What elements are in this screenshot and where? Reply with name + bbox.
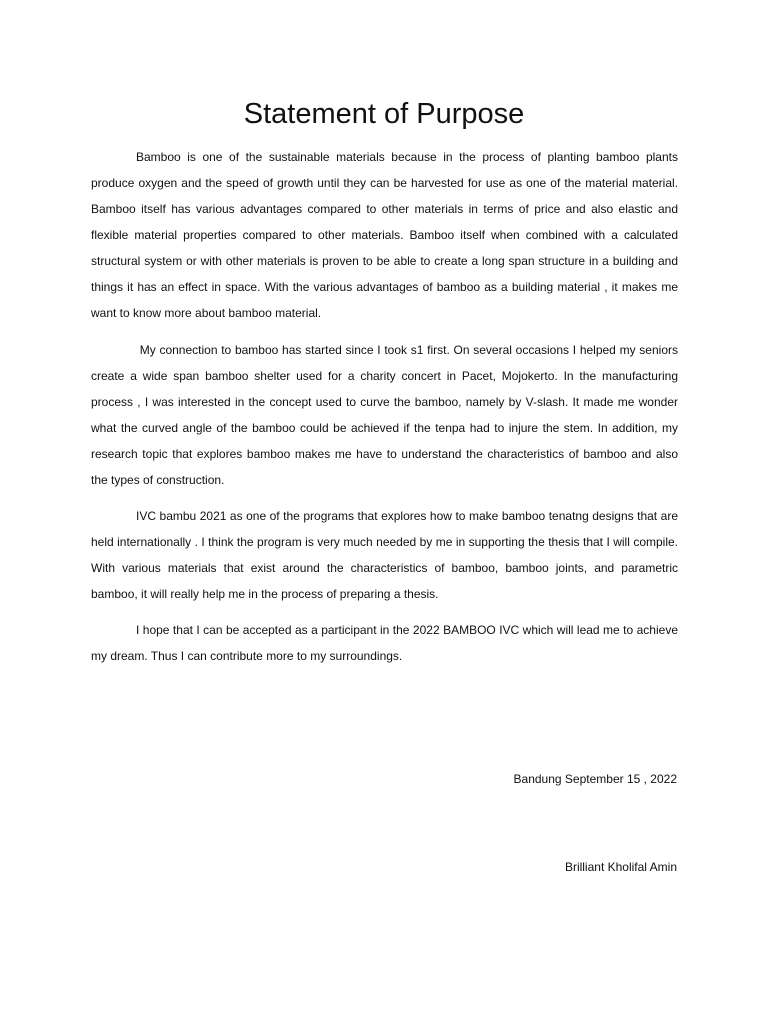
paragraph-1-text: Bamboo is one of the sustainable materials because in the process of planting bamboo plants produce oxygen and the speed of growth until they can be harvested for use as one of the material material. Bamboo itself has various advantages compared to other materials in terms of price and also elastic and flexible material properties compared to other materials. Bamboo itself when combined with a calculated structural system or with other materials is proven to be able to create a long span structure in a building and things it has an effect in space. With the various advantages of bamboo as a building material , it makes me want to know more about bamboo material.	[91, 150, 678, 320]
paragraph-1	[91, 144, 678, 326]
paragraph-2-text: My connection to bamboo has started since I took s1 first. On several occasions I helped my seniors create a wide span bamboo shelter used for a charity concert in Pacet, Mojokerto. In the manufacturing process , I was interested in the concept used to curve the bamboo, namely by V-slash. It made me wonder what the curved angle of the bamboo could be achieved if the tenpa had to injure the stem. In addition, my research topic that explores bamboo makes me have to understand the characteristics of bamboo and also the types of construction.	[91, 343, 678, 487]
date-line: Bandung September 15 , 2022	[513, 772, 677, 786]
document-title: Statement of Purpose	[243, 98, 525, 130]
paragraph-3	[91, 503, 678, 607]
paragraph-4-text: I hope that I can be accepted as a participant in the 2022 BAMBOO IVC which will lead me to achieve my dream. Thus I can contribute more to my surroundings.	[91, 623, 678, 663]
paragraph-3-text: IVC bambu 2021 as one of the programs that explores how to make bamboo tenatng designs that are held internationally . I think the program is very much needed by me in supporting the thesis that I will compile. With various materials that exist around the characteristics of bamboo, bamboo joints, and parametric bamboo, it will really help me in the process of preparing a thesis.	[91, 509, 678, 601]
paragraph-4	[91, 617, 678, 669]
paragraph-2	[91, 337, 678, 493]
signature-name: Brilliant Kholifal Amin	[564, 860, 677, 874]
